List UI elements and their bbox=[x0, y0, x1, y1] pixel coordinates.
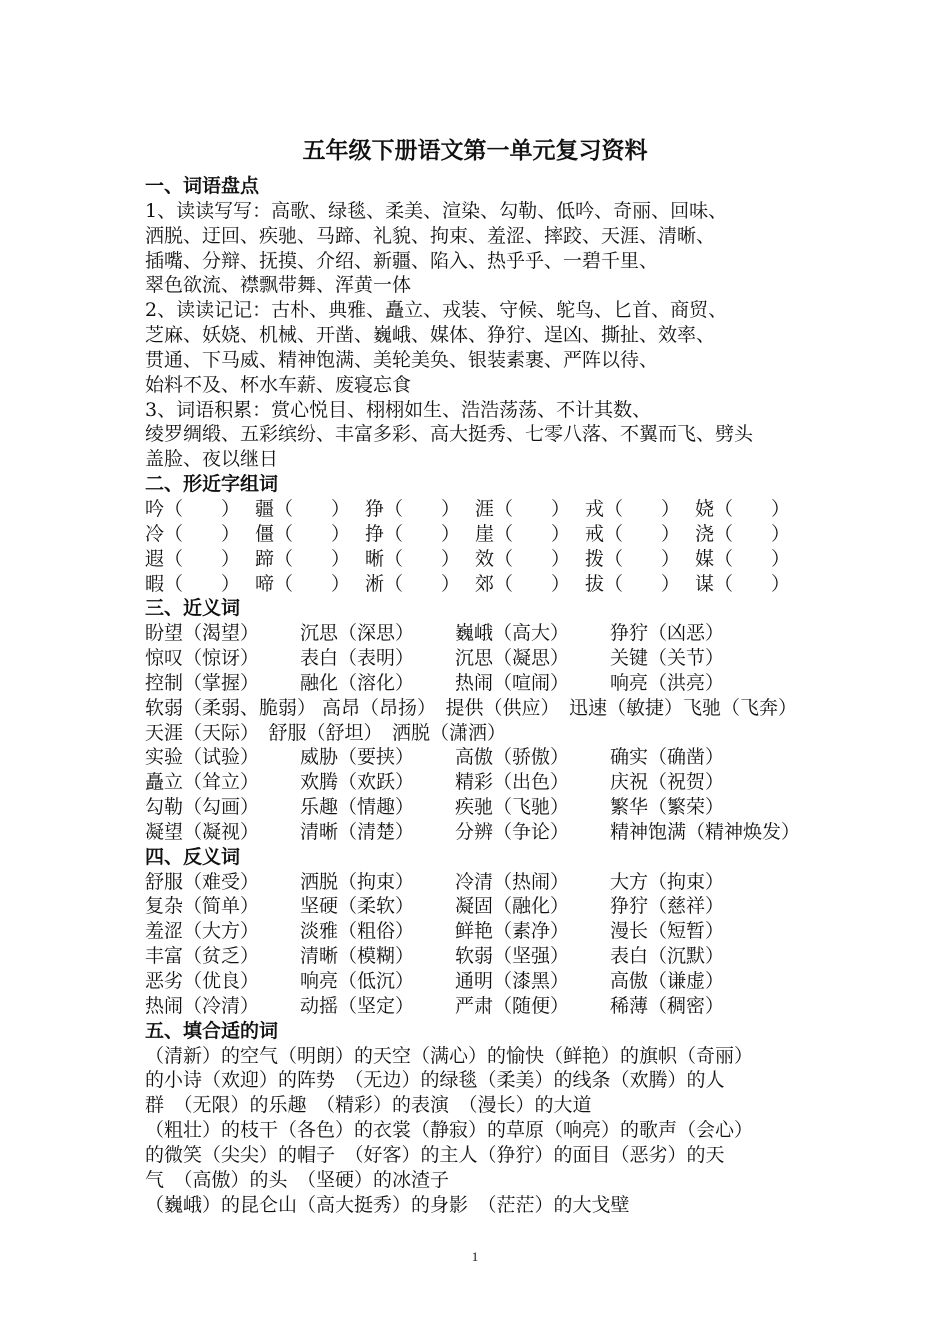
word-pair-row bbox=[145, 994, 815, 1019]
word-pair: 动摇（坚定） bbox=[300, 994, 415, 1017]
text-line: （粗壮）的枝干（各色）的衣裳（静寂）的草原（响亮）的歌声（会心） bbox=[145, 1119, 754, 1142]
text-line: 翠色欲流、襟飘带舞、浑黄一体 bbox=[145, 274, 412, 297]
word-pair: 热闹（喧闹） bbox=[455, 671, 570, 694]
word-pair: 欢腾（欢跃） bbox=[300, 771, 415, 794]
grid-cell: 啼（ ） bbox=[255, 572, 351, 595]
word-pair: 丰富（贫乏） bbox=[145, 945, 260, 968]
word-pair: 凝望（凝视） bbox=[145, 820, 260, 843]
grid-cell: 拨（ ） bbox=[585, 547, 681, 570]
text-line: （巍峨）的昆仑山（高大挺秀）的身影 （茫茫）的大戈壁 bbox=[145, 1193, 630, 1216]
grid-cell: 媒（ ） bbox=[695, 547, 791, 570]
word-pair: 表白（表明） bbox=[300, 647, 415, 670]
word-pair: 繁华（繁荣） bbox=[610, 796, 725, 819]
grid-row bbox=[145, 547, 815, 572]
word-pair-row bbox=[145, 919, 815, 944]
grid-cell: 晰（ ） bbox=[365, 547, 461, 570]
word-pair: 矗立（耸立） bbox=[145, 771, 260, 794]
word-pair-row bbox=[145, 969, 815, 994]
word-pair: 狰狞（凶恶） bbox=[610, 622, 725, 645]
word-pair: 关键（关节） bbox=[610, 647, 725, 670]
text-line: 芝麻、妖娆、机械、开凿、巍峨、媒体、狰狞、逞凶、撕扯、效率、 bbox=[145, 324, 716, 347]
grid-cell: 戒（ ） bbox=[585, 522, 681, 545]
word-pair: 漫长（短暂） bbox=[610, 920, 725, 943]
word-pair: 融化（溶化） bbox=[300, 671, 415, 694]
word-pair: 狰狞（慈祥） bbox=[610, 895, 725, 918]
word-pair-row bbox=[145, 671, 815, 696]
grid-cell: 涯（ ） bbox=[475, 497, 571, 520]
word-pair: 冷清（热闹） bbox=[455, 870, 570, 893]
word-pair: 疾驰（飞驰） bbox=[455, 796, 570, 819]
word-pair: 惊叹（惊讶） bbox=[145, 647, 260, 670]
text-line: （清新）的空气（明朗）的天空（满心）的愉快（鲜艳）的旗帜（奇丽） bbox=[145, 1044, 754, 1067]
word-pair-row bbox=[145, 745, 815, 770]
section-heading-similar-characters: 二、形近字组词 bbox=[145, 473, 279, 496]
grid-cell: 蹄（ ） bbox=[255, 547, 351, 570]
text-line: 气 （高傲）的头 （坚硬）的冰渣子 bbox=[145, 1168, 450, 1191]
document-title: 五年级下册语文第一单元复习资料 bbox=[302, 138, 648, 164]
text-line: 绫罗绸缎、五彩缤纷、丰富多彩、高大挺秀、七零八落、不翼而飞、劈头 bbox=[145, 423, 754, 446]
word-pair: 恶劣（优良） bbox=[145, 970, 260, 992]
word-pair: 清晰（模糊） bbox=[300, 945, 415, 968]
word-pair: 通明（漆黑） bbox=[455, 970, 570, 992]
similar-characters-grid bbox=[145, 497, 815, 596]
word-pair: 表白（沉默） bbox=[610, 945, 725, 968]
text-line: 始料不及、杯水车薪、废寝忘食 bbox=[145, 373, 412, 396]
text-line: 2、读读记记：古朴、典雅、矗立、戎装、守候、鸵鸟、匕首、商贸、 bbox=[145, 299, 728, 322]
word-pair-row bbox=[145, 944, 815, 969]
word-review-lines bbox=[145, 199, 815, 472]
word-pair: 羞涩（大方） bbox=[145, 920, 260, 943]
grid-cell: 吟（ ） bbox=[145, 497, 241, 520]
word-pair-row bbox=[145, 621, 815, 646]
word-pair: 实验（试验） bbox=[145, 746, 260, 769]
text-line: 3、词语积累：赏心悦目、栩栩如生、浩浩荡荡、不计其数、 bbox=[145, 398, 652, 421]
word-pair-row bbox=[145, 820, 815, 845]
word-pair: 巍峨（高大） bbox=[455, 622, 570, 645]
grid-cell: 拔（ ） bbox=[585, 572, 681, 595]
grid-cell: 疆（ ） bbox=[255, 497, 351, 520]
word-pair: 精神饱满（精神焕发） bbox=[610, 820, 801, 843]
word-pair: 复杂（简单） bbox=[145, 895, 260, 918]
grid-cell: 娆（ ） bbox=[695, 497, 791, 520]
page-number: 1 bbox=[471, 1249, 479, 1264]
word-pair: 热闹（冷清） bbox=[145, 994, 260, 1017]
text-line: 的小诗（欢迎）的阵势 （无边）的绿毯（柔美）的线条（欢腾）的人 bbox=[145, 1069, 725, 1092]
word-pair: 分辨（争论） bbox=[455, 820, 570, 843]
text-line: 洒脱、迂回、疾驰、马蹄、礼貌、拘束、羞涩、摔跤、天涯、清晰、 bbox=[145, 224, 716, 247]
text-line: 贯通、下马威、精神饱满、美轮美奂、银装素裹、严阵以待、 bbox=[145, 348, 659, 371]
fill-words-lines bbox=[145, 1044, 815, 1218]
word-pair: 大方（拘束） bbox=[610, 870, 725, 893]
synonyms-table bbox=[145, 621, 815, 696]
word-pair: 盼望（渴望） bbox=[145, 622, 260, 645]
text-line: 1、读读写写：高歌、绿毯、柔美、渲染、勾勒、低吟、奇丽、回味、 bbox=[145, 199, 728, 222]
section-heading-fill-words: 五、填合适的词 bbox=[145, 1019, 279, 1042]
word-pair: 沉思（深思） bbox=[300, 622, 415, 645]
word-pair: 勾勒（勾画） bbox=[145, 796, 260, 819]
text-line: 盖脸、夜以继日 bbox=[145, 448, 279, 471]
word-pair-row bbox=[145, 646, 815, 671]
grid-row bbox=[145, 522, 815, 547]
word-pair: 威胁（要挟） bbox=[300, 746, 415, 769]
word-pair: 稀薄（稠密） bbox=[610, 994, 725, 1017]
grid-cell: 遐（ ） bbox=[145, 547, 241, 570]
grid-cell: 僵（ ） bbox=[255, 522, 351, 545]
word-pair-row bbox=[145, 894, 815, 919]
word-pair-row bbox=[145, 795, 815, 820]
grid-cell: 效（ ） bbox=[475, 547, 571, 570]
grid-cell: 暇（ ） bbox=[145, 572, 241, 595]
text-line: 插嘴、分辩、抚摸、介绍、新疆、陷入、热乎乎、一碧千里、 bbox=[145, 249, 659, 272]
grid-cell: 谋（ ） bbox=[695, 572, 791, 595]
grid-cell: 郊（ ） bbox=[475, 572, 571, 595]
word-pair: 庆祝（祝贺） bbox=[610, 771, 725, 794]
synonyms-table-2 bbox=[145, 745, 815, 844]
word-pair: 鲜艳（素净） bbox=[455, 920, 570, 943]
section-heading-word-review: 一、词语盘点 bbox=[145, 175, 260, 197]
word-pair: 沉思（凝思） bbox=[455, 647, 570, 670]
grid-row bbox=[145, 572, 815, 597]
grid-cell: 淅（ ） bbox=[365, 572, 461, 595]
section-heading-antonyms: 四、反义词 bbox=[145, 845, 241, 868]
text-line: 群 （无限）的乐趣 （精彩）的表演 （漫长）的大道 bbox=[145, 1094, 592, 1117]
word-pair: 舒服（难受） bbox=[145, 870, 260, 893]
word-pair: 响亮（洪亮） bbox=[610, 671, 725, 694]
word-pair: 确实（确凿） bbox=[610, 746, 725, 769]
word-pair: 控制（掌握） bbox=[145, 671, 260, 694]
word-pair: 淡雅（粗俗） bbox=[300, 920, 415, 943]
word-pair: 严肃（随便） bbox=[455, 994, 570, 1017]
word-pair: 响亮（低沉） bbox=[300, 970, 415, 992]
document-body bbox=[145, 174, 815, 1217]
synonyms-wrap-line: 软弱（柔弱、脆弱） 高昂（昂扬） 提供（供应） 迅速（敏捷）飞驰（飞奔） 天涯（天际） 舒服（舒坦） 洒脱（潇洒） bbox=[145, 696, 807, 744]
grid-cell: 浇（ ） bbox=[695, 522, 791, 545]
section-heading-synonyms: 三、近义词 bbox=[145, 597, 241, 620]
text-line: 的微笑（尖尖）的帽子 （好客）的主人（狰狞）的面目（恶劣）的天 bbox=[145, 1143, 725, 1166]
word-pair: 软弱（坚强） bbox=[455, 945, 570, 968]
word-pair: 乐趣（情趣） bbox=[300, 796, 415, 819]
grid-cell: 冷（ ） bbox=[145, 522, 241, 545]
word-pair-row bbox=[145, 770, 815, 795]
word-pair: 洒脱（拘束） bbox=[300, 870, 415, 893]
grid-cell: 崖（ ） bbox=[475, 522, 571, 545]
grid-cell: 戎（ ） bbox=[585, 497, 681, 520]
grid-cell: 狰（ ） bbox=[365, 497, 461, 520]
antonyms-table bbox=[145, 870, 815, 1019]
word-pair: 清晰（清楚） bbox=[300, 820, 415, 843]
grid-cell: 挣（ ） bbox=[365, 522, 461, 545]
word-pair: 高傲（骄傲） bbox=[455, 746, 570, 769]
word-pair-row bbox=[145, 870, 815, 895]
word-pair: 高傲（谦虚） bbox=[610, 970, 725, 992]
grid-row bbox=[145, 497, 815, 522]
word-pair: 凝固（融化） bbox=[455, 895, 570, 918]
word-pair: 坚硬（柔软） bbox=[300, 895, 415, 918]
word-pair: 精彩（出色） bbox=[455, 771, 570, 794]
